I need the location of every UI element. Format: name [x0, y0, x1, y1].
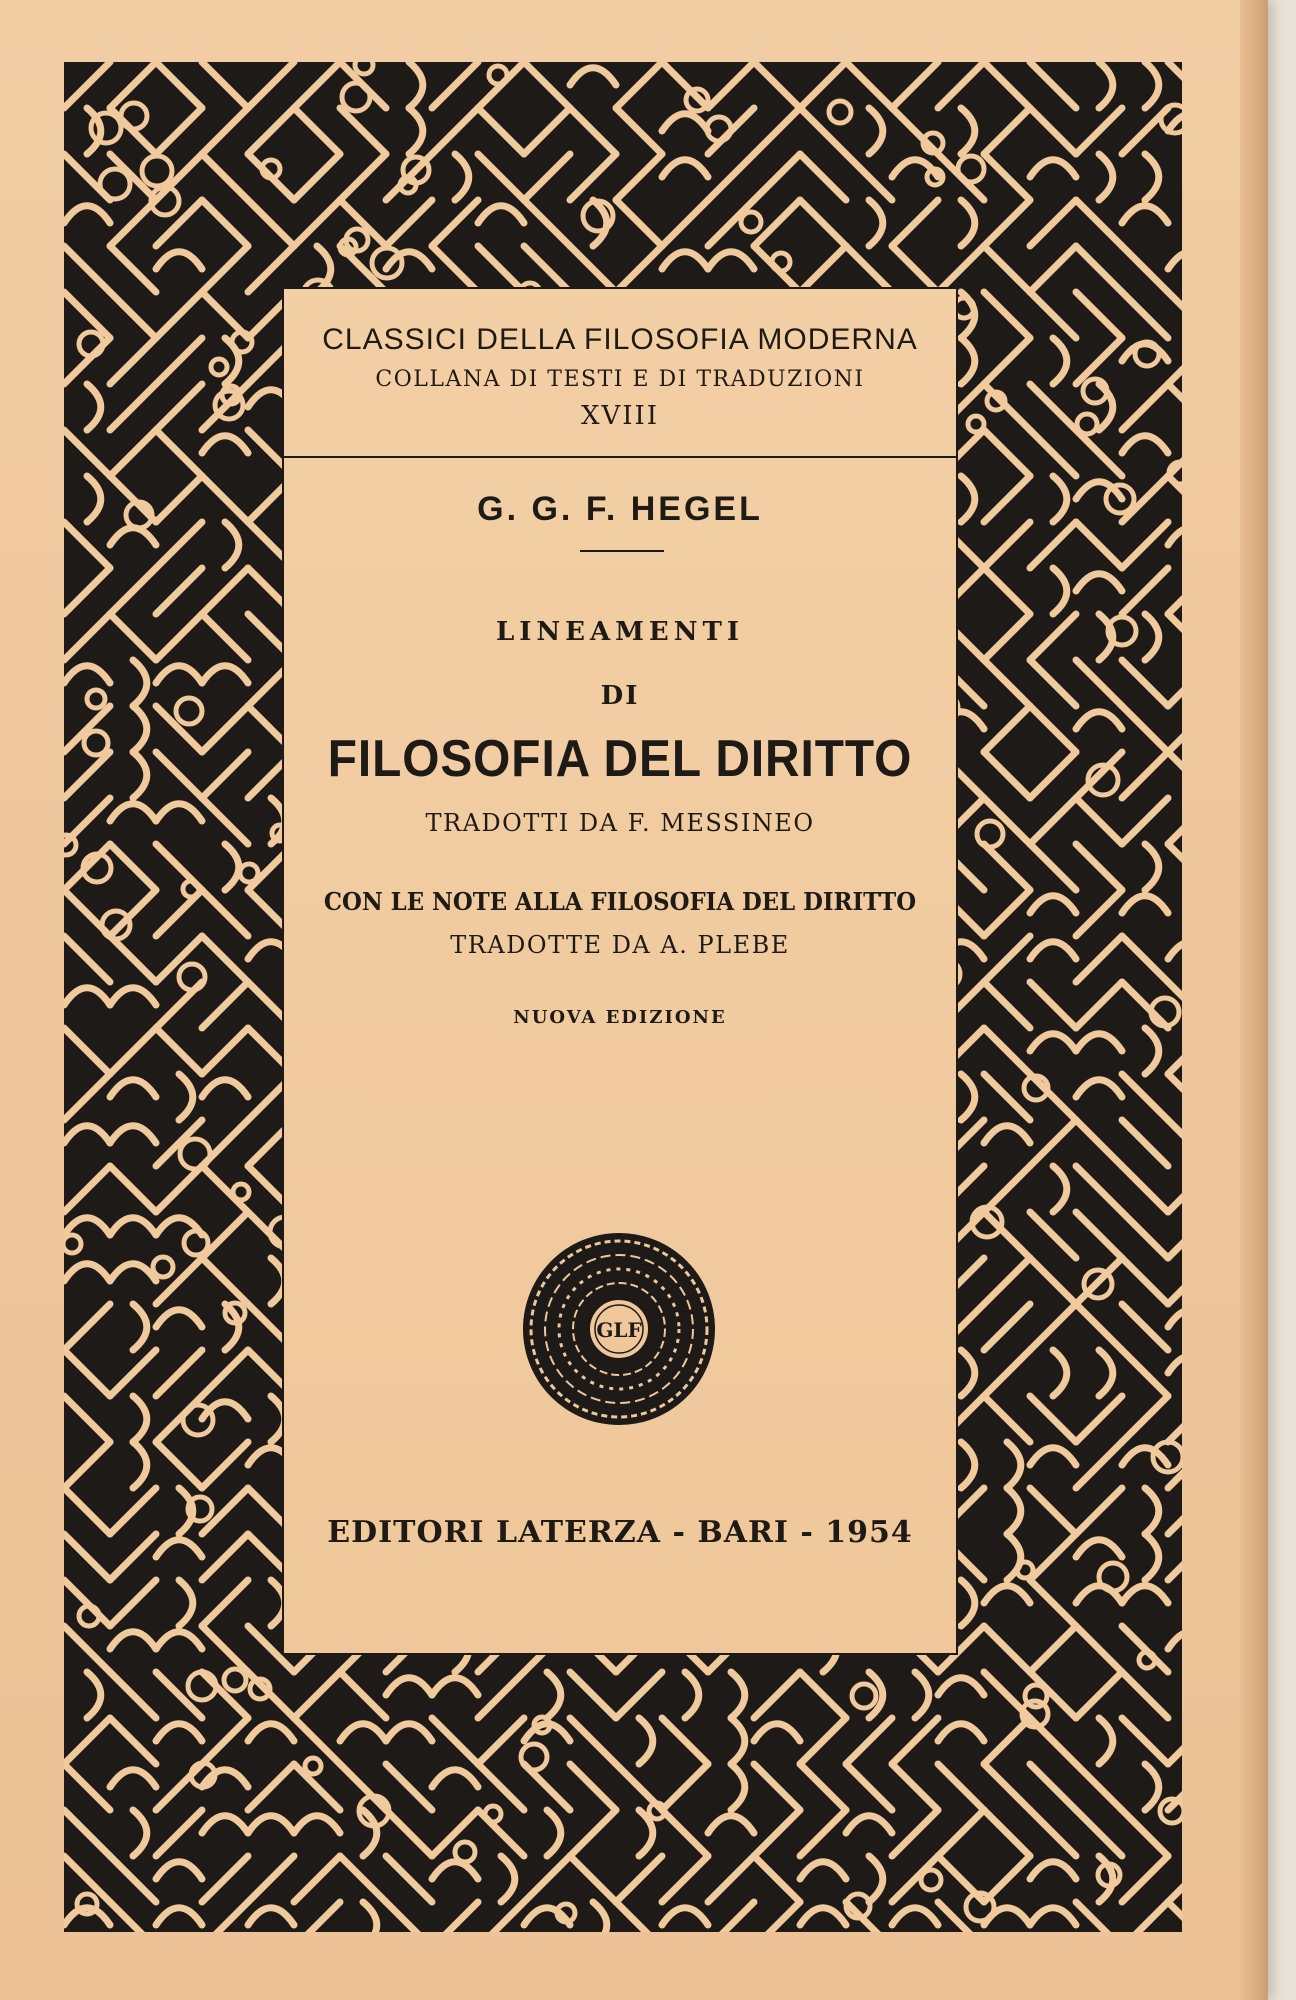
notes-line: CON LE NOTE ALLA FILOSOFIA DEL DIRITTO [323, 887, 917, 916]
svg-text:GLF: GLF [596, 1318, 642, 1342]
edition-label: NUOVA EDIZIONE [513, 1007, 727, 1028]
series-subtitle: COLLANA DI TESTI E DI TRADUZIONI [375, 367, 865, 392]
title-line-2: DI [600, 681, 640, 711]
publisher-imprint: EDITORI LATERZA - BARI - 1954 [327, 1515, 913, 1550]
translator-line: TRADOTTI DA F. MESSINEO [425, 809, 815, 837]
series-title: CLASSICI DELLA FILOSOFIA MODERNA [322, 323, 918, 356]
short-rule [580, 550, 664, 552]
divider-rule [284, 456, 956, 458]
notes-translator-line: TRADOTTE DA A. PLEBE [450, 931, 790, 959]
series-number: XVIII [580, 401, 660, 431]
cover-edge [1240, 0, 1268, 2000]
title-line-1: LINEAMENTI [495, 617, 745, 647]
main-title: FILOSOFIA DEL DIRITTO [327, 730, 913, 788]
publisher-seal-icon [521, 1231, 717, 1427]
author-name: G. G. F. HEGEL [477, 490, 763, 528]
title-panel [282, 287, 958, 1655]
